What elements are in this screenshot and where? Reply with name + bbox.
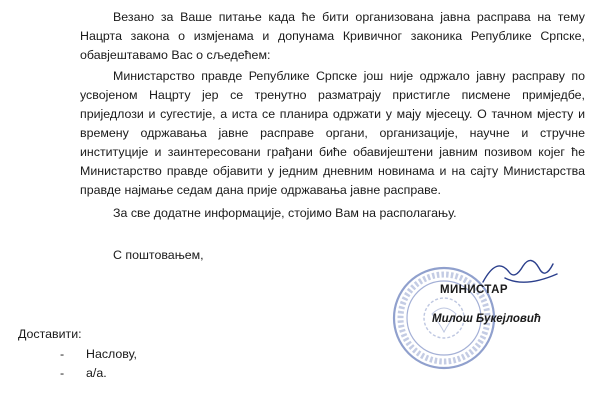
delivery-item: [60, 364, 137, 383]
paragraph-intro: Везано за Ваше питање када ће бити организована јавна расправа на тему Нацрта закона о измјенама и допунама Кривичног законика Републике Српске, обавјештавамо Вас о сљедећем:: [80, 10, 585, 62]
delivery-list: [60, 345, 137, 383]
list-dash: -: [60, 366, 65, 380]
delivery-item-text: Наслову,: [86, 347, 138, 361]
signatory-title: МИНИСТАР: [440, 284, 508, 296]
closing-greeting: С поштовањем,: [113, 248, 204, 262]
signatory-name: Милош Букејловић: [432, 313, 541, 325]
list-dash: -: [60, 347, 65, 361]
delivery-item-text: а/а.: [86, 366, 107, 380]
paragraph-main: Министарство правде Републике Српске још није одржало јавну расправу по усвојеном Нацрту јер се тренутно разматрају пристигле писмене примједбе, приједлози и сугестије, а иста се планира одржати у мају мјесецу. О тачном мјесту и времену одржавања јавне расправе органи, организације, научне и стручне институције и заинтересовани грађани биће обавијештени јавним позивом којег ће Министарство правде објавити у једним дневним новинама и на сајту Министарства правде најмање седам дана прије одржавања јавне расправе.: [80, 69, 585, 197]
delivery-heading: Доставити:: [18, 327, 82, 341]
paragraph-info: За све додатне информације, стојимо Вам на располагању.: [113, 206, 457, 220]
delivery-item: [60, 345, 137, 364]
